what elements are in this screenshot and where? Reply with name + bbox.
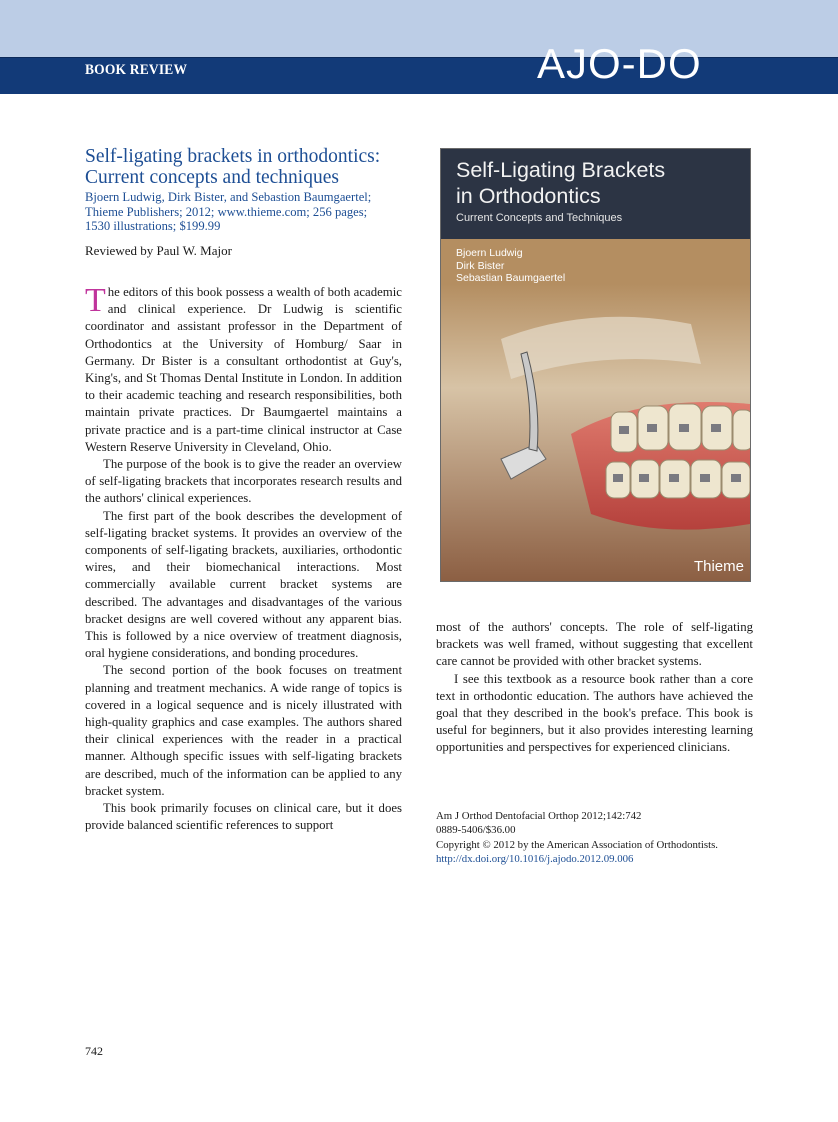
paragraph: The first part of the book describes the development of self-ligating bracket systems. It provides an overview of the components of self-ligating brackets, auxiliaries, orthodontic wires, and their biomechanical interactions. Most commercially available current bracket systems are described. The advantages and disadvantages of the various bracket designs are well covered without any apparent bias. This is followed by a nice overview of treatment diagnosis, oral hygiene considerations, and bonding procedures. bbox=[85, 508, 402, 661]
cover-authors bbox=[456, 247, 565, 285]
paragraph: most of the authors' concepts. The role of self-ligating brackets was well framed, without suggesting that excellent care cannot be provided with other bracket systems. bbox=[436, 620, 753, 669]
cover-author: Bjoern Ludwig bbox=[456, 247, 523, 259]
header-band bbox=[0, 0, 838, 57]
cover-author: Sebastian Baumgaertel bbox=[456, 272, 566, 284]
page-number: 742 bbox=[85, 1044, 103, 1058]
paragraph: I see this textbook as a resource book rather than a core text in orthodontic education. The authors have achieved the goal that they described in the book's preface. This book is useful for beginners, but it also provides interesting learning opportunities and perspectives for experienced clinicians. bbox=[436, 671, 753, 755]
drop-cap: T bbox=[85, 282, 106, 319]
reviewer-byline: Reviewed by Paul W. Major bbox=[85, 243, 232, 258]
book-details bbox=[85, 190, 405, 234]
cover-photo bbox=[441, 284, 750, 581]
citation-line: 0889-5406/$36.00 bbox=[436, 824, 516, 837]
citation-block bbox=[436, 809, 766, 867]
paragraph-text: he editors of this book possess a wealth of both academic and clinical experience. Dr Ludwig is scientific coordinator and assistant professor in the Department of Orthodontics at the University of Homburg/ Saar in Germany. Dr Bister is a consultant orthodontist at Guy's, King's, and St Thomas Dental Institute in London. In addition to their academic teaching and research responsibilities, both maintain private practices. Dr Baumgaertel maintains a private practice and is a part-time clinical instructor at Case Western Reserve University in Cleveland, Ohio. bbox=[85, 285, 402, 454]
doi-link[interactable]: http://dx.doi.org/10.1016/j.ajodo.2012.09.006 bbox=[436, 853, 634, 866]
book-details-line: Bjoern Ludwig, Dirk Bister, and Sebastion Baumgaertel; bbox=[85, 190, 372, 204]
cover-title-line: in Orthodontics bbox=[456, 184, 601, 208]
cover-subtitle: Current Concepts and Techniques bbox=[456, 212, 623, 224]
book-details-line: Thieme Publishers; 2012; www.thieme.com; 256 pages; bbox=[85, 204, 368, 219]
paragraph: The second portion of the book focuses on treatment planning and treatment mechanics. A wide range of topics is covered in a logical sequence and is nicely illustrated with high-quality graphics and case examples. The authors shared their clinical experiences with the reader in a practical manner. Although specific issues with self-ligating brackets are described, much of the information can be applied to any bracket system. bbox=[85, 663, 402, 798]
section-label: BOOK REVIEW bbox=[85, 62, 188, 78]
citation-line: Am J Orthod Dentofacial Orthop 2012;142:742 bbox=[436, 810, 642, 822]
right-column bbox=[436, 619, 753, 757]
citation-line: Copyright © 2012 by the American Association of Orthodontists. bbox=[436, 838, 718, 851]
paragraph: This book primarily focuses on clinical care, but it does provide balanced scientific references to support bbox=[85, 801, 402, 833]
book-cover bbox=[440, 148, 751, 582]
review-title-line: Self-ligating brackets in orthodontics: bbox=[85, 146, 381, 167]
journal-logo: AJO-DO bbox=[537, 40, 702, 87]
publisher-logo: Thieme bbox=[693, 558, 744, 575]
cover-title bbox=[456, 157, 665, 209]
paragraph bbox=[85, 284, 402, 456]
book-details-line: 1530 illustrations; $199.99 bbox=[85, 219, 221, 233]
review-title-line: Current concepts and techniques bbox=[85, 167, 339, 188]
left-column bbox=[85, 284, 402, 835]
review-title bbox=[85, 146, 415, 188]
paragraph: The purpose of the book is to give the reader an overview of self-ligating brackets that incorporates research results and the authors' clinical experiences. bbox=[85, 457, 402, 506]
cover-title-line: Self-Ligating Brackets bbox=[456, 158, 666, 182]
cover-author: Dirk Bister bbox=[456, 259, 505, 272]
